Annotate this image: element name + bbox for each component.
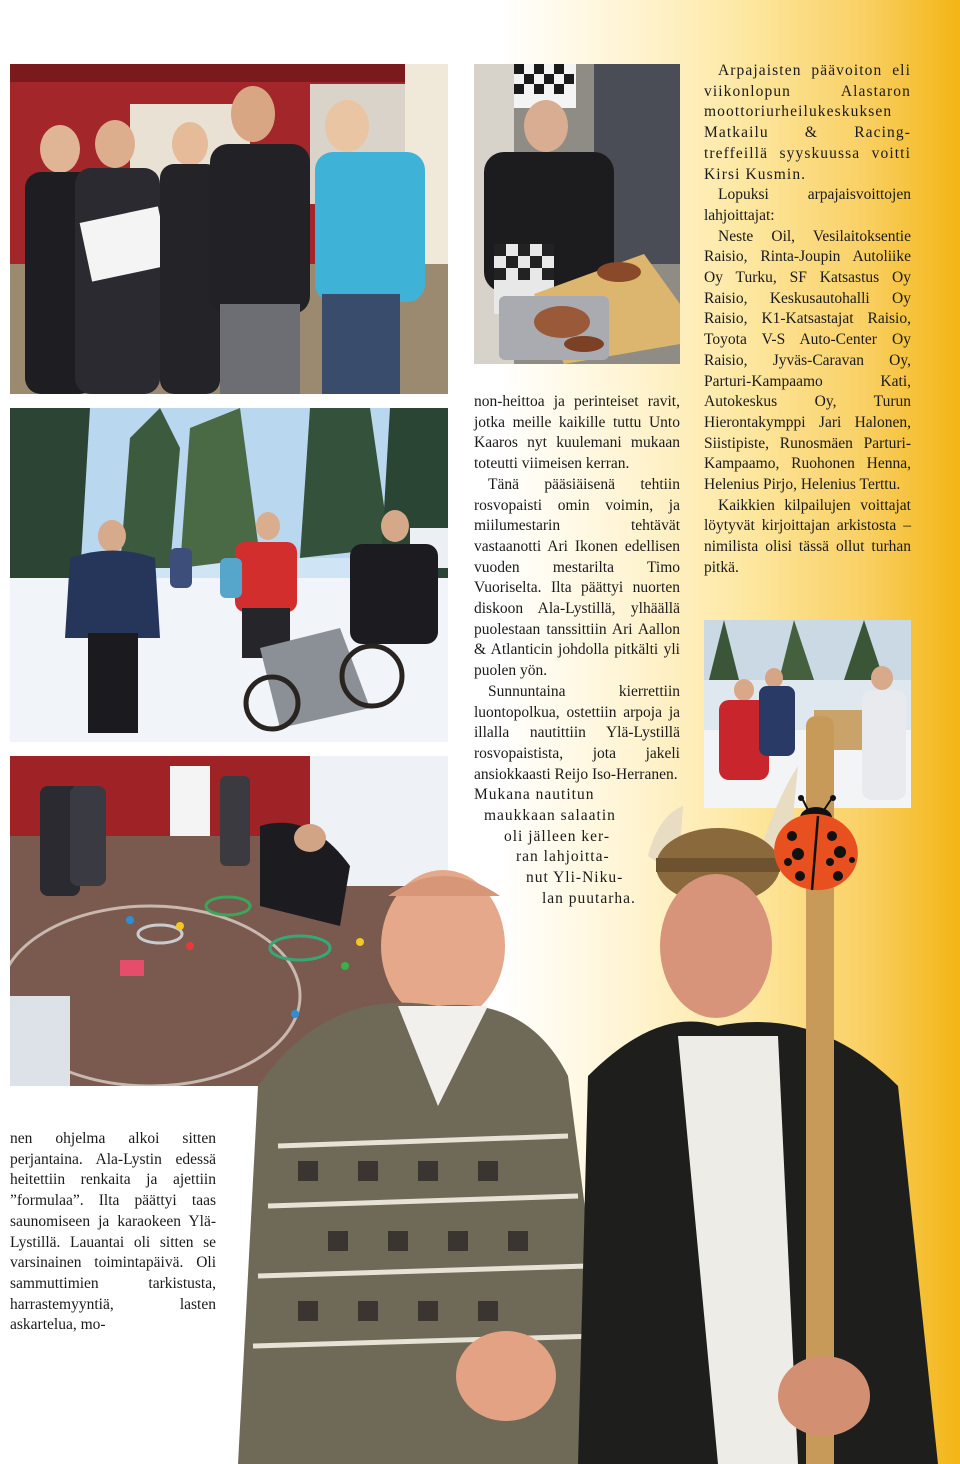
photo-chef-roast <box>474 64 680 364</box>
photo-snow-cart <box>10 408 448 742</box>
salad-line: oli jälleen ker- <box>504 827 611 845</box>
salad-line: Mukana nautitun <box>474 786 595 804</box>
paragraph-easter-roast: Tänä pääsiäisenä tehtiin rosvopaisti omin voimin, ja miilumestarin tehtävät vastaanotti Ari Ikonen edellisen vuoden mestarilta Timo Vuoriselta. Ilta päättyi nuorten diskoon Ala-Lystillä, ylhäällä puolestaan tanssittiin Ari Aallon & Atlanticin johdolla pitkälti yli puolen yön. <box>474 475 680 680</box>
paragraph-program: nen ohjelma alkoi sitten perjantaina. Ala-Lystin edessä heitettiin renkaita ja ajettiin ”formulaa”. Ilta päättyi taas saunomiseen ja karaokeen Ylä-Lystillä. Lauantai oli sitten se varsinainen toimintapäivä. Oli sammuttimien tarkistusta, harrastemyyntiä, lasten askartelua, mo- <box>10 1130 216 1334</box>
paragraph-salad <box>474 785 680 909</box>
photo-group-portrait <box>10 64 448 394</box>
column-right-text <box>704 61 911 579</box>
paragraph-winners-note: Kaikkien kilpailujen voittajat löytyvät kirjoittajan arkistosta – nimilista olisi tässä ollut turhan pitkä. <box>704 496 911 576</box>
paragraph-lottery-winner: Arpajaisten päävoiton eli viikonlopun Alastaron moottoriurheilukeskuksen Matkailu & Racing-treffeillä syyskuussa voitti Kirsi Kusmin. <box>704 62 911 183</box>
paragraph-raving: non-heittoa ja perinteiset ravit, jotka meille kaikille tuttu Unto Kaaros nyt kuulemani mukaan toteutti viimeisen kerran. <box>474 393 680 473</box>
ladybug-illustration <box>768 796 864 894</box>
column-bottom-left-text <box>10 1129 216 1336</box>
column-middle-text <box>474 392 680 910</box>
salad-line: nut Yli-Niku- <box>526 869 624 887</box>
paragraph-sunday: Sunnuntaina kierrettiin luontopolkua, ostettiin arpoja ja illalla nautittiin Ylä-Lystillä rosvopaistista, jota jakeli ansiokkaasti Reijo Iso-Herranen. <box>474 682 680 783</box>
paragraph-donors-list: Neste Oil, Vesilaitoksentie Raisio, Rinta-Joupin Autoliike Oy Turku, SF Katsastus Oy Raisio, Keskusautohalli Oy Raisio, K1-Katsastajat Raisio, Toyota V-S Auto-Center Oy Raisio, Jyväs-Caravan Oy, Parturi-Kampaamo Kati, Autokeskus Oy, Turun Hierontakymppi Jari Halonen, Siistipiste, Runosmäen Parturi-Kampaamo, Ruohonen Henna, Helenius Pirjo, Helenius Terttu. <box>704 227 911 494</box>
paragraph-donors-intro: Lopuksi arpajaisvoittojen lahjoittajat: <box>704 186 911 224</box>
salad-line: ran lahjoitta- <box>516 848 610 866</box>
salad-line: maukkaan salaatin <box>484 807 616 825</box>
salad-line: lan puutarha. <box>542 889 636 907</box>
